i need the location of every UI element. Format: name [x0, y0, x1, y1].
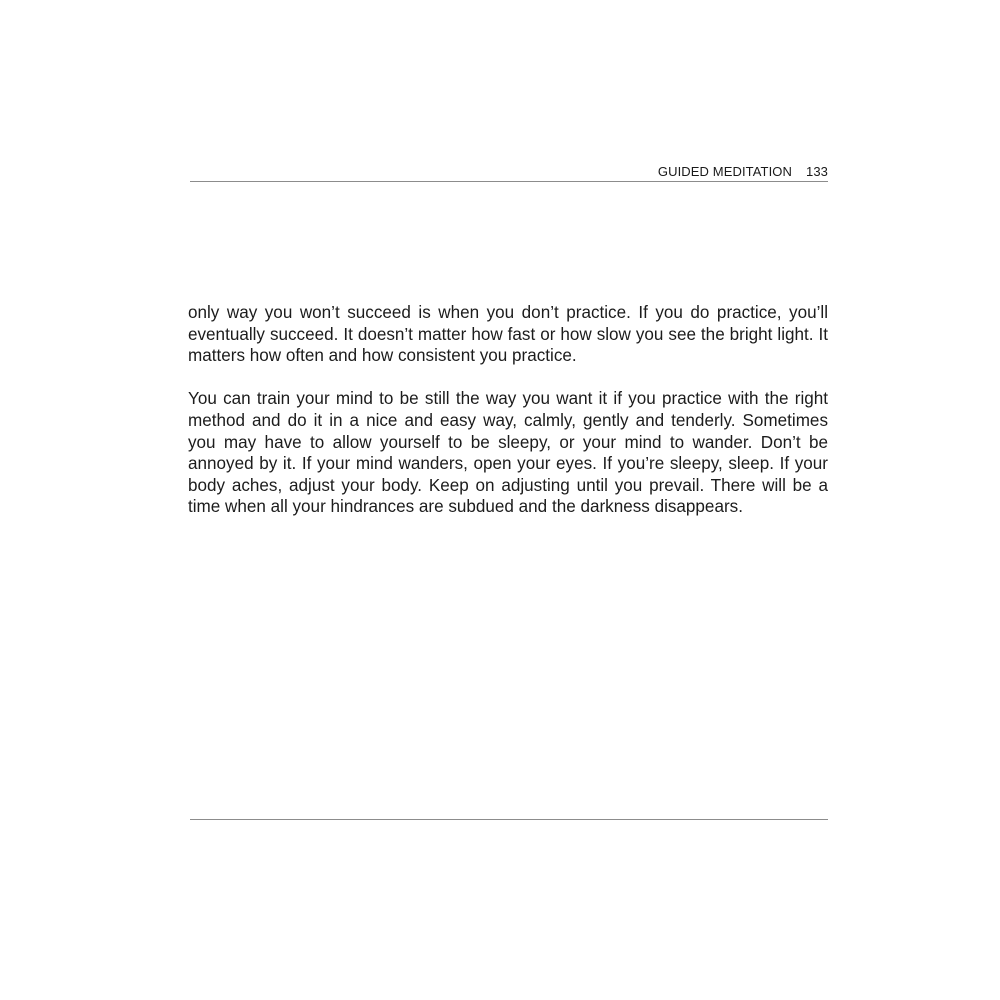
header-rule — [190, 181, 828, 182]
body-text — [188, 302, 828, 518]
running-head — [190, 164, 828, 181]
paragraph-1: only way you won’t succeed is when you don’t practice. If you do practice, you’ll eventually succeed. It doesn’t matter how fast or how slow you see the bright light. It matters how often and how consistent you practice. — [188, 303, 828, 366]
page-number: 133 — [806, 164, 828, 179]
footer-rule — [190, 819, 828, 820]
running-head-title: GUIDED MEDITATION — [657, 164, 792, 179]
paragraph-2: You can train your mind to be still the way you want it if you practice with the right method and do it in a nice and easy way, calmly, gently and tenderly. Sometimes you may have to allow yourself to be sleepy, or your mind to wander. Don’t be annoyed by it. If your mind wanders, open your eyes. If you’re sleepy, sleep. If your body aches, adjust your body. Keep on adjusting until you prevail. There will be a time when all your hindrances are subdued and the darkness disappears. — [188, 389, 828, 517]
